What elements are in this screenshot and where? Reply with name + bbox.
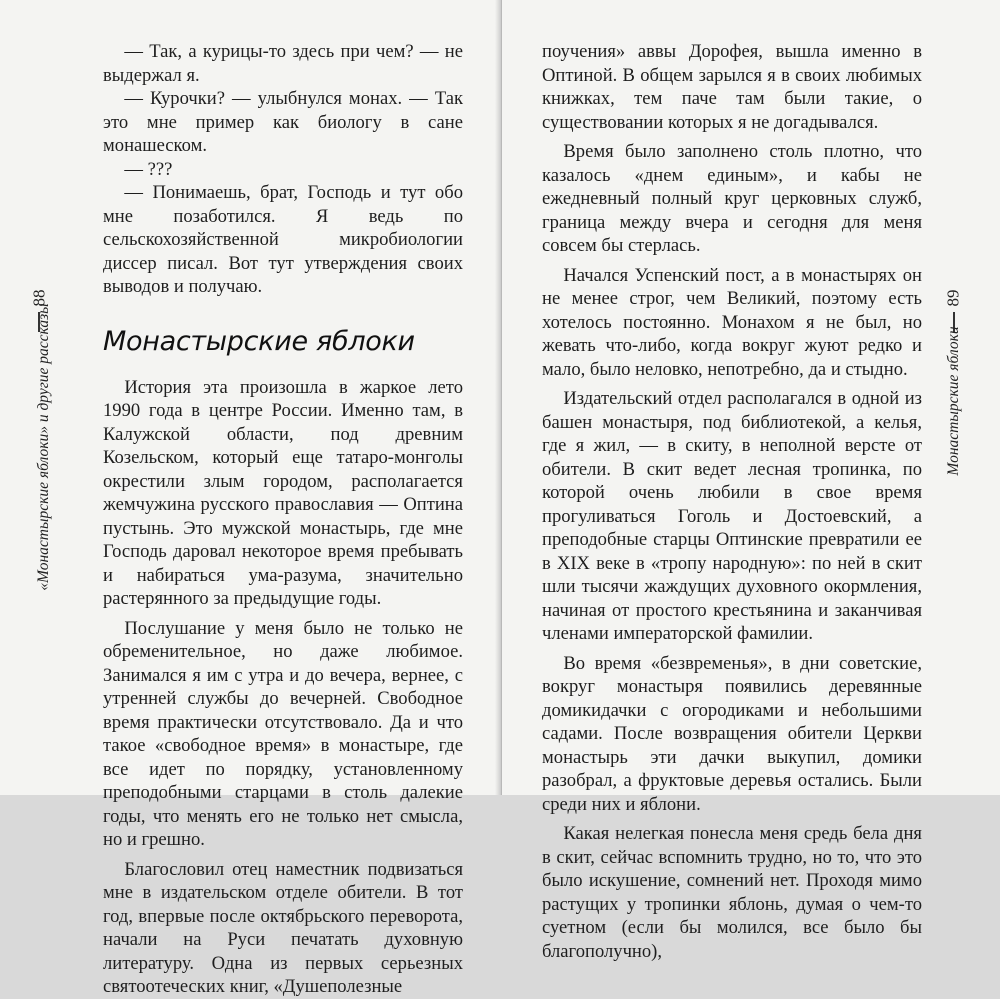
right-page — [502, 0, 1000, 962]
left-page — [0, 0, 500, 997]
page-number-right: 89 — [943, 289, 963, 307]
paragraph: — Понимаешь, брат, Господь и тут обо мне позаботился. Я ведь по сельскохозяйственной микробиологии диссер писал. Вот тут утверждения своих выводов и получаю. — [103, 182, 463, 297]
paragraph: поучения» аввы Дорофея, вышла именно в Оптиной. В общем зарылся я в своих любимых книжках, тем паче там были такие, о существовании которых я не догадывался. — [542, 41, 922, 133]
running-head-right: Монастырские яблоки — [945, 326, 962, 476]
right-page-body — [542, 40, 922, 963]
paragraph: — Так, а курицы-то здесь при чем? — не выдержал я. — [103, 41, 463, 86]
paragraph: Издательский отдел располагался в одной из башен монастыря, под библиотекой, а келья, где я жил, — в скиту, в неполной версте от обители. В скит ведет лесная тропинка, по которой очень любили в свое время прогуливаться Гоголь и Достоевский, а преподобные старцы Оптинские превратили ее в XIX веке в «тропу народную»: по ней в скит шли тысячи жаждущих духовного окормления, начиная от простого крестьянина и заканчивая членами императорской фамилии. — [542, 388, 922, 644]
paragraph: Начался Успенский пост, а в монастырях он не менее строг, чем Великий, поэтому есть хотелось постоянно. Монахом я не был, но жевать что-либо, когда вокруг жуют редко и мало, было неловко, непотребно, да и стыдно. — [542, 264, 922, 380]
paragraph: Какая нелегкая понесла меня средь бела дня в скит, сейчас вспомнить трудно, но то, что это было искушение, сомнений нет. Проходя мимо растущих у тропинки яблонь, думая о чем-то суетном (если бы молился, все было бы благополучно), — [542, 823, 922, 962]
paragraph: Время было заполнено столь плотно, что казалось «днем единым», и кабы не ежедневный полный круг церковных служб, граница между вчера и сегодня для меня совсем бы стерлась. — [542, 141, 922, 256]
section-title: Монастырские яблоки — [103, 325, 415, 357]
paragraph: — Курочки? — улыбнулся монах. — Так это мне пример как биологу в сане монашеском. — [103, 88, 463, 156]
paragraph: Во время «безвременья», в дни советские, вокруг монастыря появились деревянные домикидачки с огородиками и небольшими садами. После возвращения обители Церкви монастырь эти дачки выкупил, домики разобрал, а фруктовые деревья остались. Были среди них и яблони. — [542, 652, 922, 815]
paragraph: Благословил отец наместник подвизаться мне в издательском отделе обители. В тот год, впервые после октябрьского переворота, начали на Руси печатать духовную литературу. Одна из первых серьезных святоотеческих книг, «Душеполезные — [103, 858, 463, 997]
paragraph: История эта произошла в жаркое лето 1990 года в центре России. Именно там, в Калужской области, под древним Козельском, который еще татаро-монголы окрестили злым городом, располагается жемчужина русского православия — Оптина пустынь. Это мужской монастырь, где мне Господь даровал некоторое время пребывать и набираться ума-разума, значительно растерянного за предыдущие годы. — [103, 376, 463, 609]
page-number-left: 88 — [29, 289, 49, 307]
paragraph: Послушание у меня было не только не обременительное, но даже любимое. Занимался я им с утра и до вечера, вернее, с утренней службы до вечерней. Свободное время практически отсутствовало. Да и что такое «свободное время» в монастыре, где все идет по порядку, установленному преподобными старцами в столь далекие годы, что менять его не только нет смысла, но и грешно. — [103, 617, 463, 850]
running-head-left: «Монастырские яблоки» и другие рассказы — [35, 303, 52, 591]
left-page-body — [103, 40, 463, 999]
paragraph: — ??? — [124, 158, 173, 180]
